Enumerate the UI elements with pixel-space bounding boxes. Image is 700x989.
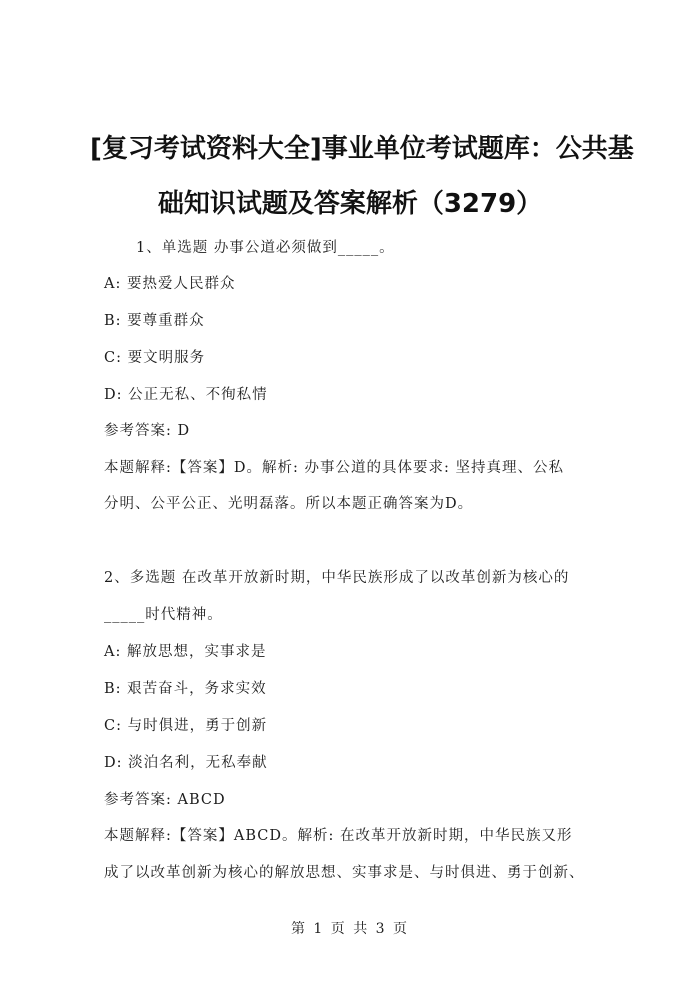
- q2-option-c: C: 与时俱进，勇于创新: [104, 718, 268, 734]
- q1-explanation-line-1: 本题解释:【答案】D。解析: 办事公道的具体要求: 坚持真理、公私: [104, 460, 564, 476]
- q2-explanation-line-2: 成了以改革创新为核心的解放思想、实事求是、与时俱进、勇于创新、: [104, 865, 585, 881]
- document-title-line-2: 础知识试题及答案解析（3279）: [157, 189, 543, 219]
- q1-option-b: B: 要尊重群众: [104, 313, 205, 329]
- q1-option-a: A: 要热爱人民群众: [104, 276, 236, 292]
- q1-explanation-line-2: 分明、公平公正、光明磊落。所以本题正确答案为D。: [104, 496, 474, 512]
- q2-option-d: D: 淡泊名利，无私奉献: [104, 755, 268, 771]
- q2-stem-line-2: _____时代精神。: [104, 607, 223, 623]
- q2-explanation-line-1: 本题解释:【答案】ABCD。解析: 在改革开放新时期，中华民族又形: [104, 828, 573, 844]
- q2-option-a: A: 解放思想，实事求是: [104, 644, 267, 660]
- document-title-line-1: [复习考试资料大全]事业单位考试题库：公共基: [90, 134, 634, 164]
- q1-option-c: C: 要文明服务: [104, 350, 206, 366]
- page-number-footer: 第 1 页 共 3 页: [290, 921, 410, 937]
- q2-stem-line-1: 2、多选题 在改革开放新时期，中华民族形成了以改革创新为核心的: [104, 570, 570, 586]
- q1-stem: 1、单选题 办事公道必须做到_____。: [136, 240, 395, 256]
- q1-option-d: D: 公正无私、不徇私情: [104, 387, 268, 403]
- q2-answer: 参考答案: ABCD: [104, 792, 226, 808]
- q1-answer: 参考答案: D: [104, 423, 191, 439]
- q2-option-b: B: 艰苦奋斗，务求实效: [104, 681, 267, 697]
